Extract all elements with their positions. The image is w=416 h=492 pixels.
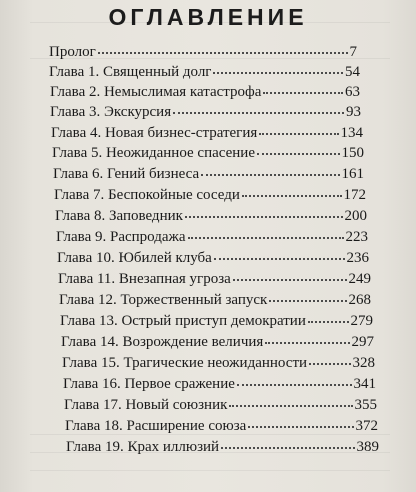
toc-entry <box>58 269 371 289</box>
toc-entry-title: Глава 11. Внезапная угроза <box>58 271 231 287</box>
toc-entry-title: Глава 13. Острый приступ демократии <box>60 313 306 329</box>
dot-leader <box>214 258 345 260</box>
dot-leader <box>265 342 349 344</box>
toc-entry-title: Глава 18. Расширение союза <box>65 418 247 434</box>
toc-entry-page: 355 <box>354 397 377 413</box>
dot-leader <box>237 384 352 386</box>
toc-entry-page: 134 <box>340 125 363 141</box>
dot-leader <box>263 92 343 94</box>
toc-entry <box>51 123 363 143</box>
toc-entry <box>57 248 369 268</box>
toc-entry-page: 341 <box>353 376 376 392</box>
toc-entry-title: Глава 3. Экскурсия <box>50 104 172 120</box>
toc-entry-page: 54 <box>345 64 360 80</box>
toc-entry <box>62 353 375 373</box>
toc-entry <box>60 311 373 331</box>
toc-entry-title: Глава 7. Беспокойные соседи <box>54 187 240 203</box>
toc-entry-title: Глава 16. Первое сражение <box>63 376 235 392</box>
dot-leader <box>221 447 354 449</box>
dot-leader <box>233 279 347 281</box>
toc-entry-title: Глава 10. Юбилей клуба <box>57 250 212 266</box>
toc-entry-page: 63 <box>345 84 360 100</box>
dot-leader <box>213 72 343 74</box>
toc-entry <box>61 332 374 352</box>
toc-entry <box>49 62 360 82</box>
toc-entry-page: 389 <box>356 439 379 455</box>
dot-leader <box>308 321 349 323</box>
toc-entry-title: Глава 15. Трагические неожиданности <box>62 355 308 371</box>
toc-entry <box>59 290 371 310</box>
toc-entry <box>65 416 378 436</box>
dot-leader <box>259 133 338 135</box>
toc-entry-title: Пролог <box>49 44 96 60</box>
toc-entry-title: Глава 14. Возрождение величия <box>61 334 264 350</box>
toc-entry-page: 328 <box>352 355 375 371</box>
dot-leader <box>257 153 340 155</box>
dot-leader <box>242 195 342 197</box>
toc-entry <box>54 185 366 205</box>
toc-entry-title: Глава 12. Торжественный запуск <box>59 292 268 308</box>
toc-entry-page: 200 <box>344 208 367 224</box>
toc-entry <box>63 374 376 394</box>
page-title: ОГЛАВЛЕНИЕ <box>108 4 308 30</box>
toc-entry-page: 172 <box>343 187 366 203</box>
toc-entry-title: Глава 9. Распродажа <box>56 229 186 245</box>
toc-entry-page: 223 <box>345 229 368 245</box>
toc-entry-title: Глава 8. Заповедник <box>55 208 183 224</box>
toc-entry <box>50 102 361 122</box>
dot-leader <box>309 363 350 365</box>
toc-entry-title: Глава 2. Немыслимая катастрофа <box>50 84 262 100</box>
toc-entry <box>55 206 367 226</box>
toc-entry <box>64 395 377 415</box>
toc-entry-title: Глава 1. Священный долг <box>49 64 212 80</box>
toc-entry-page: 297 <box>351 334 374 350</box>
toc-entry-page: 150 <box>341 145 364 161</box>
toc-entry-title: Глава 4. Новая бизнес-стратегия <box>51 125 258 141</box>
dot-leader <box>229 405 352 407</box>
dot-leader <box>188 237 344 239</box>
toc-entry-title: Глава 6. Гений бизнеса <box>53 166 200 182</box>
toc-entry-page: 161 <box>341 166 364 182</box>
dot-leader <box>98 52 348 54</box>
toc-entry-title: Глава 17. Новый союзник <box>64 397 228 413</box>
toc-entry-page: 249 <box>348 271 371 287</box>
toc-entry-page: 279 <box>350 313 373 329</box>
toc-entry-page: 7 <box>349 44 357 60</box>
toc-entry-page: 372 <box>355 418 378 434</box>
dot-leader <box>185 216 343 218</box>
toc-entry-page: 93 <box>346 104 361 120</box>
dot-leader <box>201 174 339 176</box>
toc-entry <box>49 42 357 62</box>
toc-entry <box>52 143 364 163</box>
dot-leader <box>269 300 346 302</box>
toc-entry-title: Глава 19. Крах иллюзий <box>66 439 220 455</box>
toc-entry <box>50 82 360 102</box>
toc-entry <box>66 437 379 457</box>
dot-leader <box>173 112 344 114</box>
toc-entry <box>53 164 364 184</box>
toc-entry-title: Глава 5. Неожиданное спасение <box>52 145 255 161</box>
toc-entry <box>56 227 368 247</box>
toc-entry-page: 268 <box>348 292 371 308</box>
dot-leader <box>248 426 353 428</box>
toc-entry-page: 236 <box>346 250 369 266</box>
